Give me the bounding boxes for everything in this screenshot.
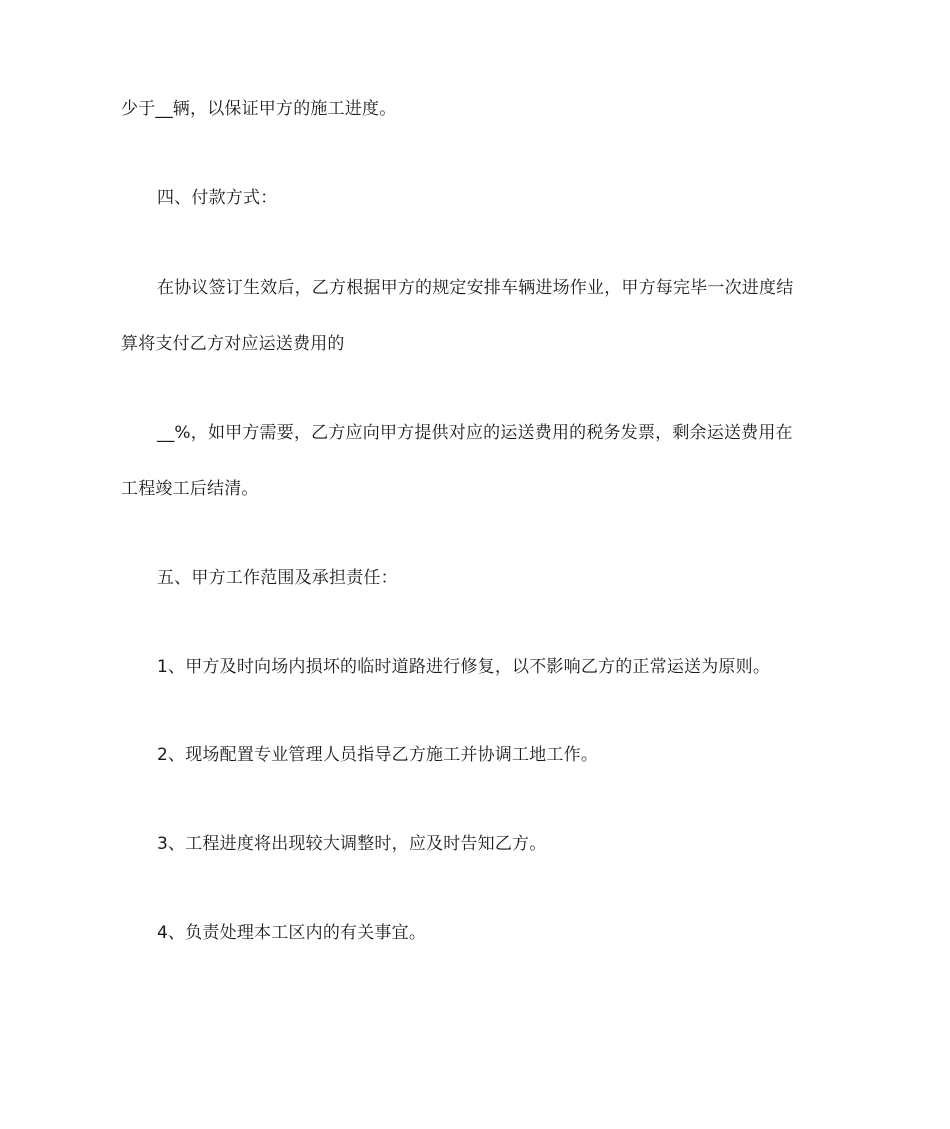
- payment-paragraph-line-4: 工程竣工后结清。: [121, 479, 259, 499]
- duty-item-2: 2、现场配置专业管理人员指导乙方施工并协调工地工作。: [157, 745, 599, 765]
- text-line-vehicle-count: 少于__辆，以保证甲方的施工进度。: [121, 99, 397, 119]
- section-heading-party-a-duties: 五、甲方工作范围及承担责任：: [157, 568, 398, 588]
- duty-item-3: 3、工程进度将出现较大调整时，应及时告知乙方。: [157, 834, 547, 854]
- payment-paragraph-line-2: 算将支付乙方对应运送费用的: [121, 334, 345, 354]
- duty-item-4: 4、负责处理本工区内的有关事宜。: [157, 923, 427, 943]
- section-heading-payment: 四、付款方式：: [157, 188, 278, 208]
- payment-paragraph-line-3: __%，如甲方需要，乙方应向甲方提供对应的运送费用的税务发票，剩余运送费用在: [157, 423, 793, 443]
- payment-paragraph-line-1: 在协议签订生效后，乙方根据甲方的规定安排车辆进场作业，甲方每完毕一次进度结: [157, 278, 794, 298]
- duty-item-1: 1、甲方及时向场内损坏的临时道路进行修复，以不影响乙方的正常运送为原则。: [157, 657, 771, 677]
